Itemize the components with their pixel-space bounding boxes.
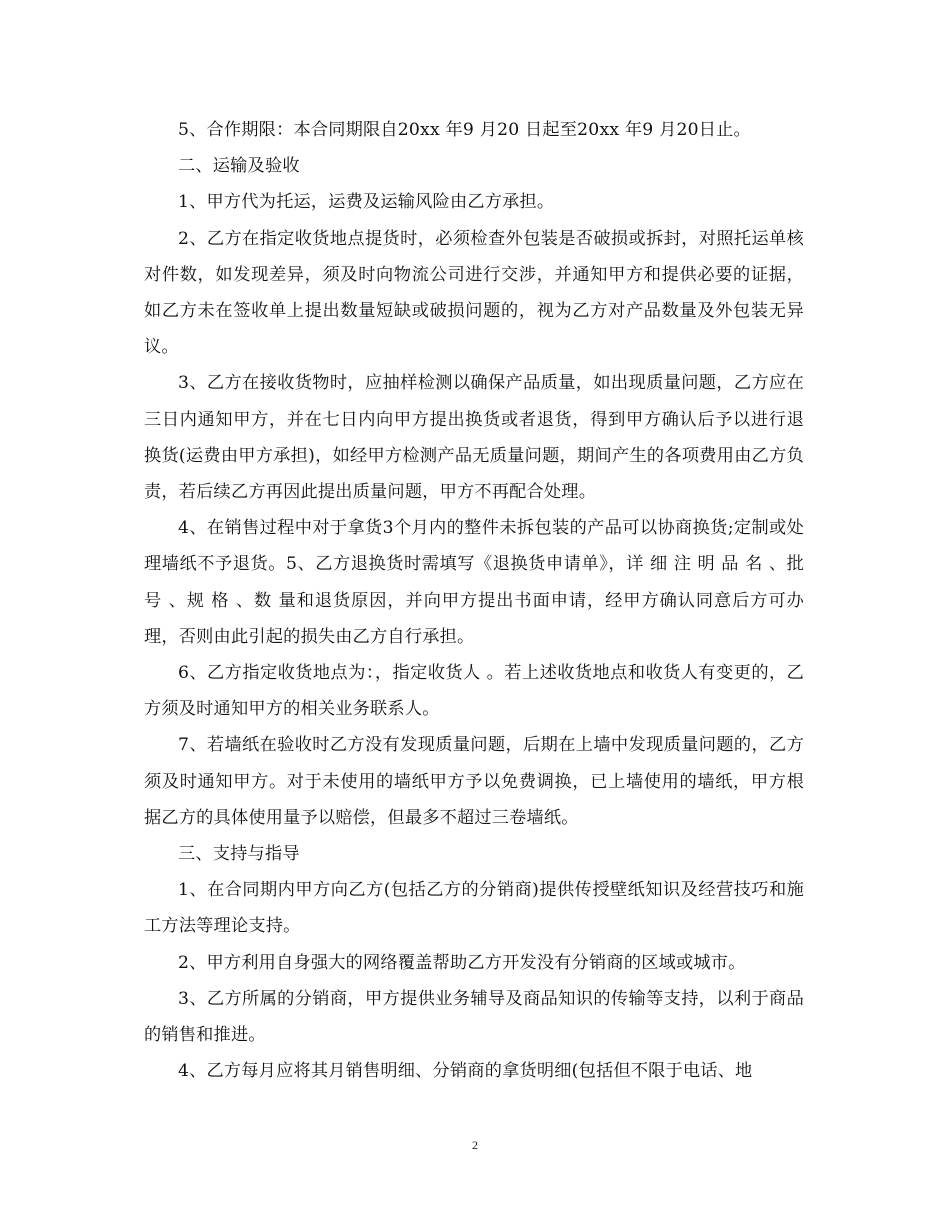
clause-transport-4: 4、在销售过程中对于拿货3个月内的整件未拆包装的产品可以协商换货;定制或处理墙纸不予退货。5、乙方退换货时需填写《退换货申请单》，详 细 注 明 品 名 、批 号 、规 格 、数 量和退货原因，并向甲方提出书面申请，经甲方确认同意后方可办理，否则由此引起的损失由乙方自行承担。 — [144, 518, 804, 647]
clause-transport-1: 1、甲方代为托运，运费及运输风险由乙方承担。 — [178, 192, 555, 213]
clause-support-1: 1、在合同期内甲方向乙方(包括乙方的分销商)提供传授壁纸知识及经营技巧和施工方法等理论支持。 — [144, 880, 804, 937]
clause-transport-3: 3、乙方在接收货物时，应抽样检测以确保产品质量，如出现质量问题，乙方应在三日内通知甲方，并在七日内向甲方提出换货或者退货，得到甲方确认后予以进行退换货(运费由甲方承担)，如经甲方检测产品无质量问题，期间产生的各项费用由乙方负责，若后续乙方再因此提出质量问题，甲方不再配合处理。 — [144, 373, 804, 503]
clause-cooperation-period: 5、合作期限：本合同期限自20xx 年9 月20 日起至20xx 年9 月20日止。 — [178, 120, 751, 140]
document-body — [144, 112, 804, 1089]
section-heading-support: 三、支持与指导 — [178, 844, 300, 865]
clause-transport-7: 7、若墙纸在验收时乙方没有发现质量问题，后期在上墙中发现质量问题的，乙方须及时通知甲方。对于未使用的墙纸甲方予以免费调换，已上墙使用的墙纸，甲方根据乙方的具体使用量予以赔偿，但最多不超过三卷墙纸。 — [144, 735, 804, 828]
page-number: 2 — [472, 1138, 478, 1152]
clause-transport-2: 2、乙方在指定收货地点提货时，必须检查外包装是否破损或拆封，对照托运单核对件数，如发现差异，须及时向物流公司进行交涉，并通知甲方和提供必要的证据，如乙方未在签收单上提出数量短缺或破损问题的，视为乙方对产品数量及外包装无异议。 — [144, 228, 804, 358]
clause-support-4: 4、乙方每月应将其月销售明细、分销商的拿货明细(包括但不限于电话、地 — [178, 1061, 753, 1082]
clause-support-2: 2、甲方利用自身强大的网络覆盖帮助乙方开发没有分销商的区域或城市。 — [178, 952, 746, 973]
section-heading-transport: 二、运输及验收 — [178, 156, 300, 177]
clause-support-3: 3、乙方所属的分销商，甲方提供业务辅导及商品知识的传输等支持，以利于商品的销售和推进。 — [144, 988, 804, 1046]
clause-transport-6: 6、乙方指定收货地点为：，指定收货人 。若上述收货地点和收货人有变更的，乙方须及时通知甲方的相关业务联系人。 — [144, 663, 804, 720]
